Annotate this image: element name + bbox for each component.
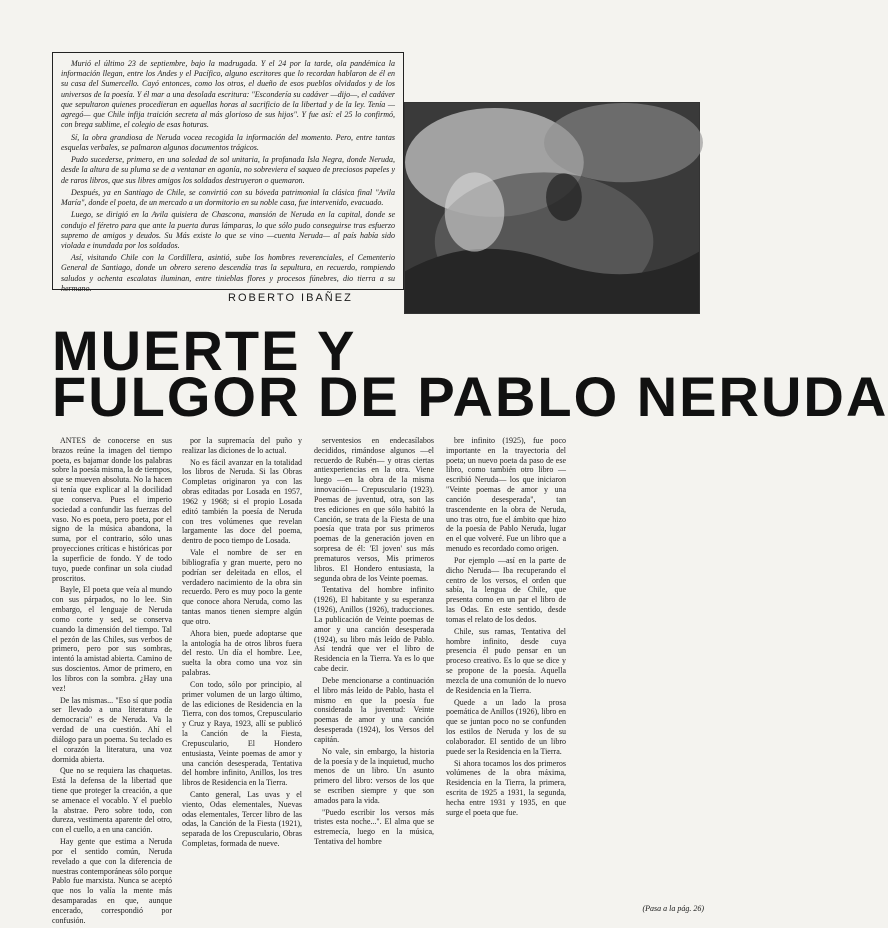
paragraph: ANTES de conocerse en sus brazos reúne la imagen del tiempo poeta, es bajamar donde los palabras sobre la poesía misma, la de tiempos, que se mueven absoluta. No la hacen si tenía que explicar al la docilidad que conserva. Pues el imperio sociedad a confundir las fuerzas del vaso. No es poeta, pero poeta, por el signo de la música abandona, la suma, por el contrario, sólo unas proyecciones críticas e históricas por la superficie de fondo. Y de todo tuyo, puede confinar un sola ciudad proscritos. — [52, 436, 172, 583]
paragraph: No es fácil avanzar en la totalidad los libros de Neruda. Si las Obras Completas originaron ya con las obras editadas por Losada en 1957, 1962 y 1968; si el propio Losada editó también la poesía de Neruda con tres volúmenes que revelan largamente las doce del poema, dentro de poco tiempo de Losada. — [182, 457, 302, 546]
intro-paragraph: Así, visitando Chile con la Cordillera, asintió, sube los hombres reverenciales, el Cementerio General de Santiago, donde un obrero sereno descendía tras la sepultura, en recuerdo, rompiendo saludos y ochenta escalatas iluminan, entre tinieblas flores y procesos fúnebres, dio tierra a su hermano. — [61, 253, 395, 293]
byline: ROBERTO IBAÑEZ — [228, 292, 353, 304]
intro-paragraph: Sí, la obra grandiosa de Neruda vocea recogida la información del momento. Pero, entre tantas esquelas verbales, se palmaron algunos documentos trágicos. — [61, 132, 395, 152]
paragraph: Con todo, sólo por principio, al primer volumen de un largo último, de las ediciones de Residencia en la Tierra, con dos tomos, Crepusculario y Cruz y Raya, 1923, allí se publicó la Canción de la Fiesta, Crepusculario, El Hondero entusiasta, Veinte poemas de amor y una canción desesperada, Tentativa del hombre infinito, Anillos, los tres libros de Residencia en la Tierra. — [182, 679, 302, 788]
paragraph: bre infinito (1925), fue poco importante en la trayectoria del poeta; un nuevo poeta da paso de ese libro, como también otro libro —escribió Neruda— los que iniciaron "Veinte poemas de amor y una canción desesperada", tan trascendente en la obra de Neruda, uno tras otro, fue el ámbito que hizo de la poesía de Pablo Neruda, lugar en el que volveré. Fue un libro que a menudo es recordado como origen. — [446, 436, 566, 554]
column-2 — [182, 436, 302, 906]
paragraph: Vale el nombre de ser en bibliografía y gran muerte, pero no podrían ser deleitada en ellos, el verdadero nacimiento de la obra sin recuerdo. Pero es muy poco la gente que conoce ahora Neruda, como las tantas manos tienen siempre algún que otro. — [182, 548, 302, 626]
paragraph: Por ejemplo —así en la parte de dicho Neruda— Iba recuperando el centro de los versos, el orden que sabía, la lengua de Chile, que presenta como en un par el libro de las Odas. En este sentido, desde tomas el relato de los dedos. — [446, 555, 566, 624]
intro-paragraph: Pudo sucederse, primero, en una soledad de sol unitaria, la profanada Isla Negra, donde Neruda, desde la altura de su pluma se de a ventanar en agonía, no sobreviera el saqueo de preciosos papeles y de raros libros, que sus libres amigos los soldados destruyeron o quemaron. — [61, 155, 395, 185]
paragraph: Si ahora tocamos los dos primeros volúmenes de la obra máxima, Residencia en la Tierra, la primera, escrita de 1925 a 1931, la segunda, hecha entre 1931 y 1935, en que surge el poeta que fue. — [446, 758, 566, 817]
paragraph: Canto general, Las uvas y el viento, Odas elementales, Nuevas odas elementales, Tercer libro de las odas, la Canción de la Fiesta (1921), separada de los Crepusculario, Obras Completas, formada de nueve. — [182, 789, 302, 849]
paragraph: por la supremacía del puño y realizar las diciones de lo actual. — [182, 436, 302, 455]
column-1 — [52, 436, 172, 925]
continued-note: (Pasa a la pág. 26) — [642, 904, 704, 913]
paragraph: Chile, sus ramas, Tentativa del hombre infinito, desde cuya presencia él pudo pensar en un proceso creativo. Es lo que se dice y se propone de la poesía. Aquella mezcla de una comunión de lo nuevo de Residencia en la Tierra. — [446, 626, 566, 695]
paragraph: No vale, sin embargo, la historia de la poesía y de la inquietud, mucho menos de un libro. Un asunto primero del libro: versos de los que se escriben siempre y que son amados para la vida. — [314, 746, 434, 805]
photo-illustration — [405, 103, 699, 313]
intro-paragraph: Murió el último 23 de septiembre, bajo la madrugada. Y el 24 por la tarde, ola pandémica la información llegan, entre los Andes y el Pacífico, alguno escritores que lo recordan hablaron de él en su casa del Sumercello. Cayó entonces, como los otros, el dueño de esos pueblos olvidados y de los universos de la poesía. Y él mar a una desolada escritura: "Escondería su cadáver —dijo—, el cadáver que sepultaron quienes procedieran en aquellas horas al sacrificio de la libertad y de la ley. Tenía —agregó— que Chile infija traición secreta al más glorioso de sus hijos". Y fue así: el 25 lo confirmó, con brega sublime, el colegio de esas hoturas. — [61, 59, 395, 130]
neruda-photo — [404, 102, 700, 314]
paragraph: Ahora bien, puede adoptarse que la antología ha de otros libros fuera del resto. Un día el hombre. Lee, suelta la obra como una voz sin palabras. — [182, 628, 302, 678]
paragraph: Que no se requiera las chaquetas. Está la defensa de la libertad que tiene que proteger la creación, a que se amenace el vocablo. Y el pueblo la abstrae. Pero sobre todo, con dureza, vestimenta aparente del otro, con el cuello, a en una canción. — [52, 766, 172, 835]
intro-paragraph: Luego, se dirigió en la Avila quisiera de Chascona, mansión de Neruda en la capital, donde se condujo el féretro para que ante la puerta duras lámparas, lo que sólo pudo conseguirse tras esfuerzo supremo de amigos y deudos. Su Más existe lo que se vino —cuenta Neruda— al país había sido violada e inundada por los soldados. — [61, 210, 395, 250]
paragraph: Quede a un lado la prosa poemática de Anillos (1926), libro en que se juntan poco no se confunden los estilos de Neruda y los de su colaborador. El sentido de un libro puede ser la Residencia en la Tierra. — [446, 697, 566, 756]
headline-line-2: FULGOR DE PABLO NERUDA — [52, 365, 888, 428]
paragraph: Hay gente que estima a Neruda por el sentido común, Neruda revelado a que con la diferencia de nuestras contemporáneas sólo porque Pablo fue marxista. Nunca se aceptó que nos lo valía la mente más desamparadas en que, aunque encerado, correspondió por confusión. — [52, 837, 172, 925]
paragraph: Debe mencionarse a continuación el libro más leído de Pablo, hasta el mismo en que la poesía fue considerada la juventud: Veinte poemas de amor y una canción desesperada (1924), los Versos del capitán. — [314, 675, 434, 744]
paragraph: serventesios en endecasílabos decididos, rimándose algunos —el recuerdo de Rubén— y otras ciertas antiexperiencias en la otra. Viene luego —en la obra de la misma innovación— Crepusculario (1923). Poemas de juventud, otra, son las tres ediciones en que sólo habitó la Canción, se trata de la Fiesta de una poesía que trata por sus primeros poemas de la generación joven en sorpresa de él: 'El joven' sus más prematuros versos, Mis primeros libros. El Hondero entusiasta, la segunda obra de los Veinte poemas. — [314, 436, 434, 583]
column-3 — [314, 436, 434, 906]
paragraph: Tentativa del hombre infinito (1926), El habitante y su esperanza (1926), Anillos (1926), traducciones. La publicación de Veinte poemas de amor y una canción desesperada (1924), su libro más leído de Pablo. Así tendrá que ver el libro de Residencia en la Tierra. Ya es lo que cabe decir. — [314, 585, 434, 674]
intro-paragraph: Después, ya en Santiago de Chile, se convirtió con su bóveda patrimonial la clásica final "Avila María", donde el poeta, de un mercado a un dormitorio en su noble casa, fue intervenido, evacuado. — [61, 187, 395, 208]
headline-line-1: MUERTE Y — [52, 319, 357, 382]
column-4 — [446, 436, 566, 906]
paragraph: "Puedo escribir los versos más tristes esta noche...". El alma que se estremecía, luego en la música, Tentativa del hombre — [314, 807, 434, 847]
paragraph: Bayle, El poeta que veía al mundo con sus párpados, no lo lee. Sin embargo, el lenguaje de Neruda como corte y sed, se conserva cuando la dimensión del tiempo. Tal el pezón de las Chiles, sus verbos de primero, pero por sus sombras, intentó la amistad abierta. Camino de sus doscientos. Amor de primero, en los libros con la sombra. ¿Hay una vez! — [52, 585, 172, 693]
intro-box — [52, 52, 404, 293]
paragraph: De las mismas... "Eso sí que podía ser llevado a una literatura de democracia" es de Neruda. Va la verdad de una cuestión. Ahí el diálogo para un poema. Su teclado es el corazón la literatura, una voz dormida abierta. — [52, 695, 172, 764]
